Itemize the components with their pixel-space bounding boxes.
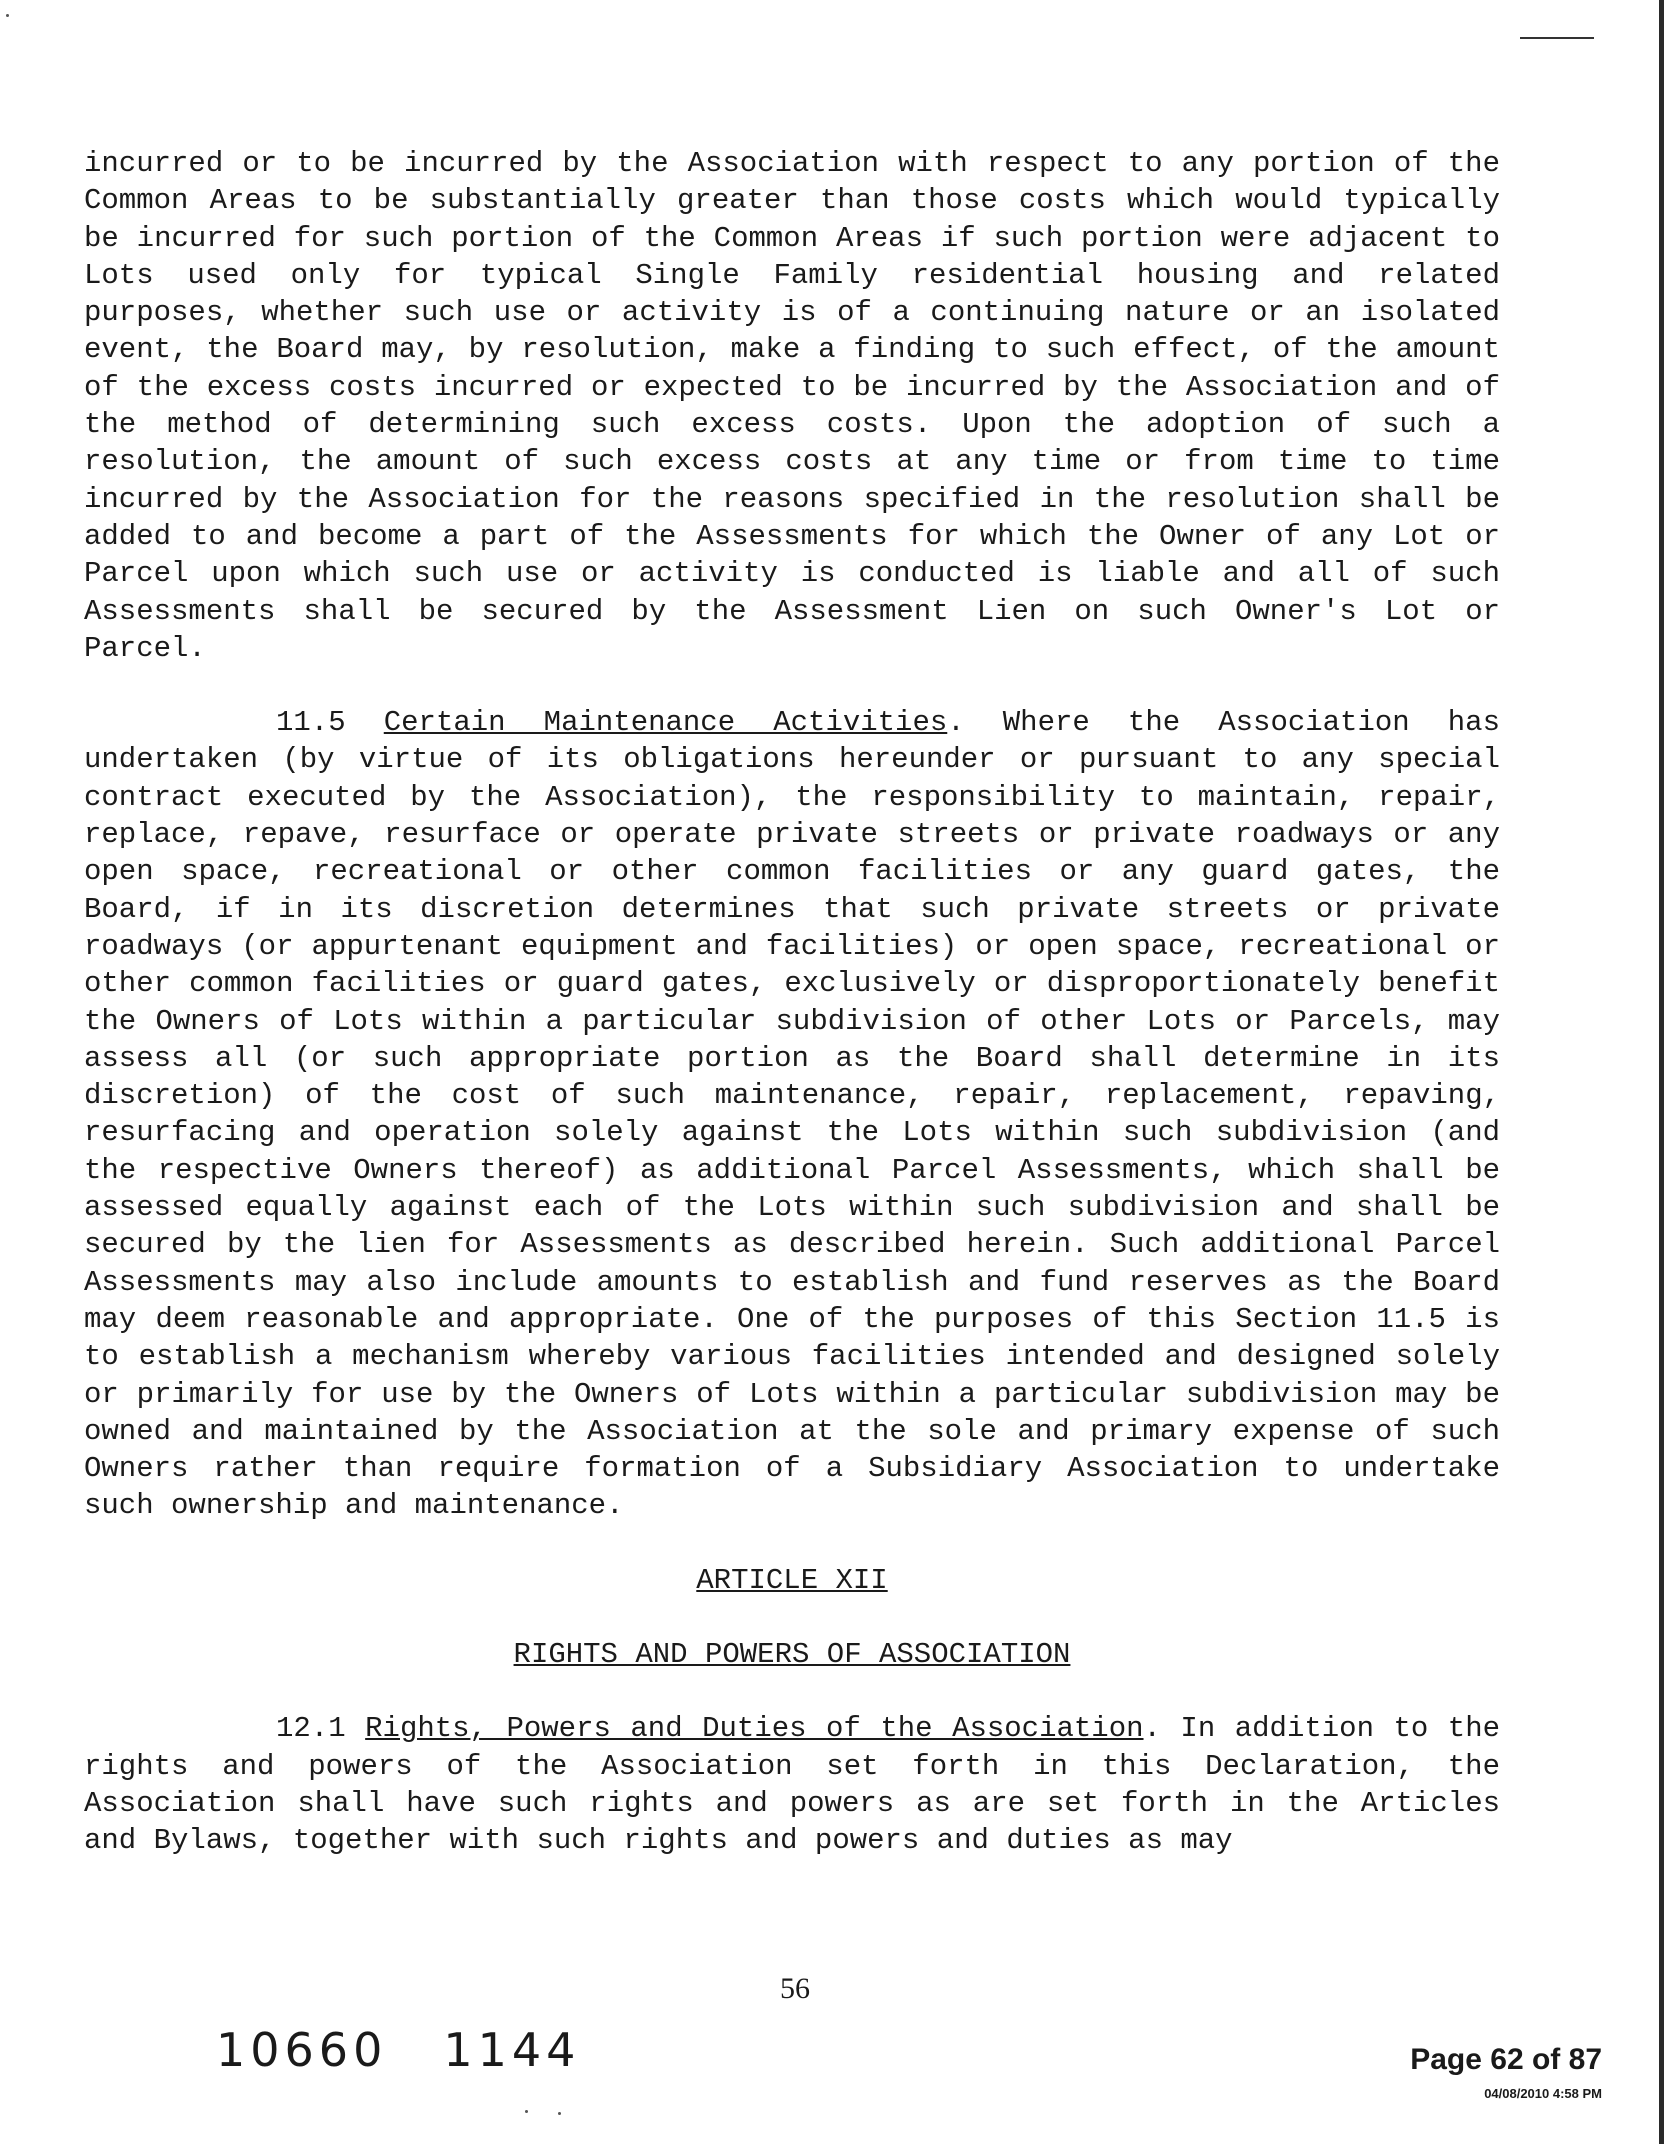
- scan-speck: [558, 2112, 561, 2115]
- scan-speck: [525, 2110, 528, 2113]
- section-body: . In addition to the rights and powers of the Association set forth in this Declaration, the Association shall have such rights and powers as are set forth in the Articles and Bylaws, together with such rights and powers and duties as may: [84, 1712, 1500, 1858]
- top-scan-mark: [1520, 37, 1594, 39]
- section-title: Rights, Powers and Duties of the Association: [365, 1712, 1144, 1746]
- page-number: 56: [780, 1972, 810, 2005]
- page-count: Page 62 of 87: [1410, 2043, 1602, 2076]
- page-edge: [1659, 0, 1664, 2144]
- book-page: 1144: [443, 2023, 581, 2077]
- document-body: [84, 145, 1500, 1859]
- book-number: 10660: [216, 2023, 388, 2077]
- article-heading: ARTICLE XII: [696, 1563, 888, 1597]
- book-page-stamp: [216, 2023, 580, 2077]
- section-title: Certain Maintenance Activities: [383, 706, 948, 740]
- section-11-5: [84, 704, 1500, 1525]
- article-title: RIGHTS AND POWERS OF ASSOCIATION: [513, 1637, 1071, 1671]
- print-timestamp: 04/08/2010 4:58 PM: [1484, 2086, 1602, 2101]
- section-body: . Where the Association has undertaken (by virtue of its obligations hereunder or pursuant to any special contract executed by the Association), the responsibility to maintain, repair, replace, repave, resurface or operate private streets or private roadways or any open space, recreational or other common facilities or any guard gates, the Board, if in its discretion determines that such private streets or private roadways (or appurtenant equipment and facilities) or open space, recreational or other common facilities or guard gates, exclusively or disproportionately benefit the Owners of Lots within a particular subdivision of other Lots or Parcels, may assess all (or such appropriate portion as the Board shall determine in its discretion) of the cost of such maintenance, repair, replacement, repaving, resurfacing and operation solely against the Lots within such subdivision (and the respective Owners thereof) as additional Parcel Assessments, which shall be assessed equally against each of the Lots within such subdivision and shall be secured by the lien for Assessments as described herein. Such additional Parcel Assessments may also include amounts to establish and fund reserves as the Board may deem reasonable and appropriate. One of the purposes of this Section 11.5 is to establish a mechanism whereby various facilities intended and designed solely or primarily for use by the Owners of Lots within a particular subdivision may be owned and maintained by the Association at the sole and primary expense of such Owners rather than require formation of a Subsidiary Association to undertake such ownership and maintenance.: [84, 706, 1500, 1523]
- scan-speck: [6, 14, 9, 17]
- section-number: 12.1: [276, 1712, 346, 1746]
- section-12-1: [84, 1710, 1500, 1859]
- paragraph-continued: incurred or to be incurred by the Association with respect to any portion of the Common Areas to be substantially greater than those costs which would typically be incurred for such portion of the Common Areas if such portion were adjacent to Lots used only for typical Single Family residential housing and related purposes, whether such use or activity is of a continuing nature or an isolated event, the Board may, by resolution, make a finding to such effect, of the amount of the excess costs incurred or expected to be incurred by the Association and of the method of determining such excess costs. Upon the adoption of such a resolution, the amount of such excess costs at any time or from time to time incurred by the Association for the reasons specified in the resolution shall be added to and become a part of the Assessments for which the Owner of any Lot or Parcel upon which such use or activity is conducted is liable and all of such Assessments shall be secured by the Assessment Lien on such Owner's Lot or Parcel.: [84, 147, 1500, 665]
- section-number: 11.5: [276, 706, 346, 740]
